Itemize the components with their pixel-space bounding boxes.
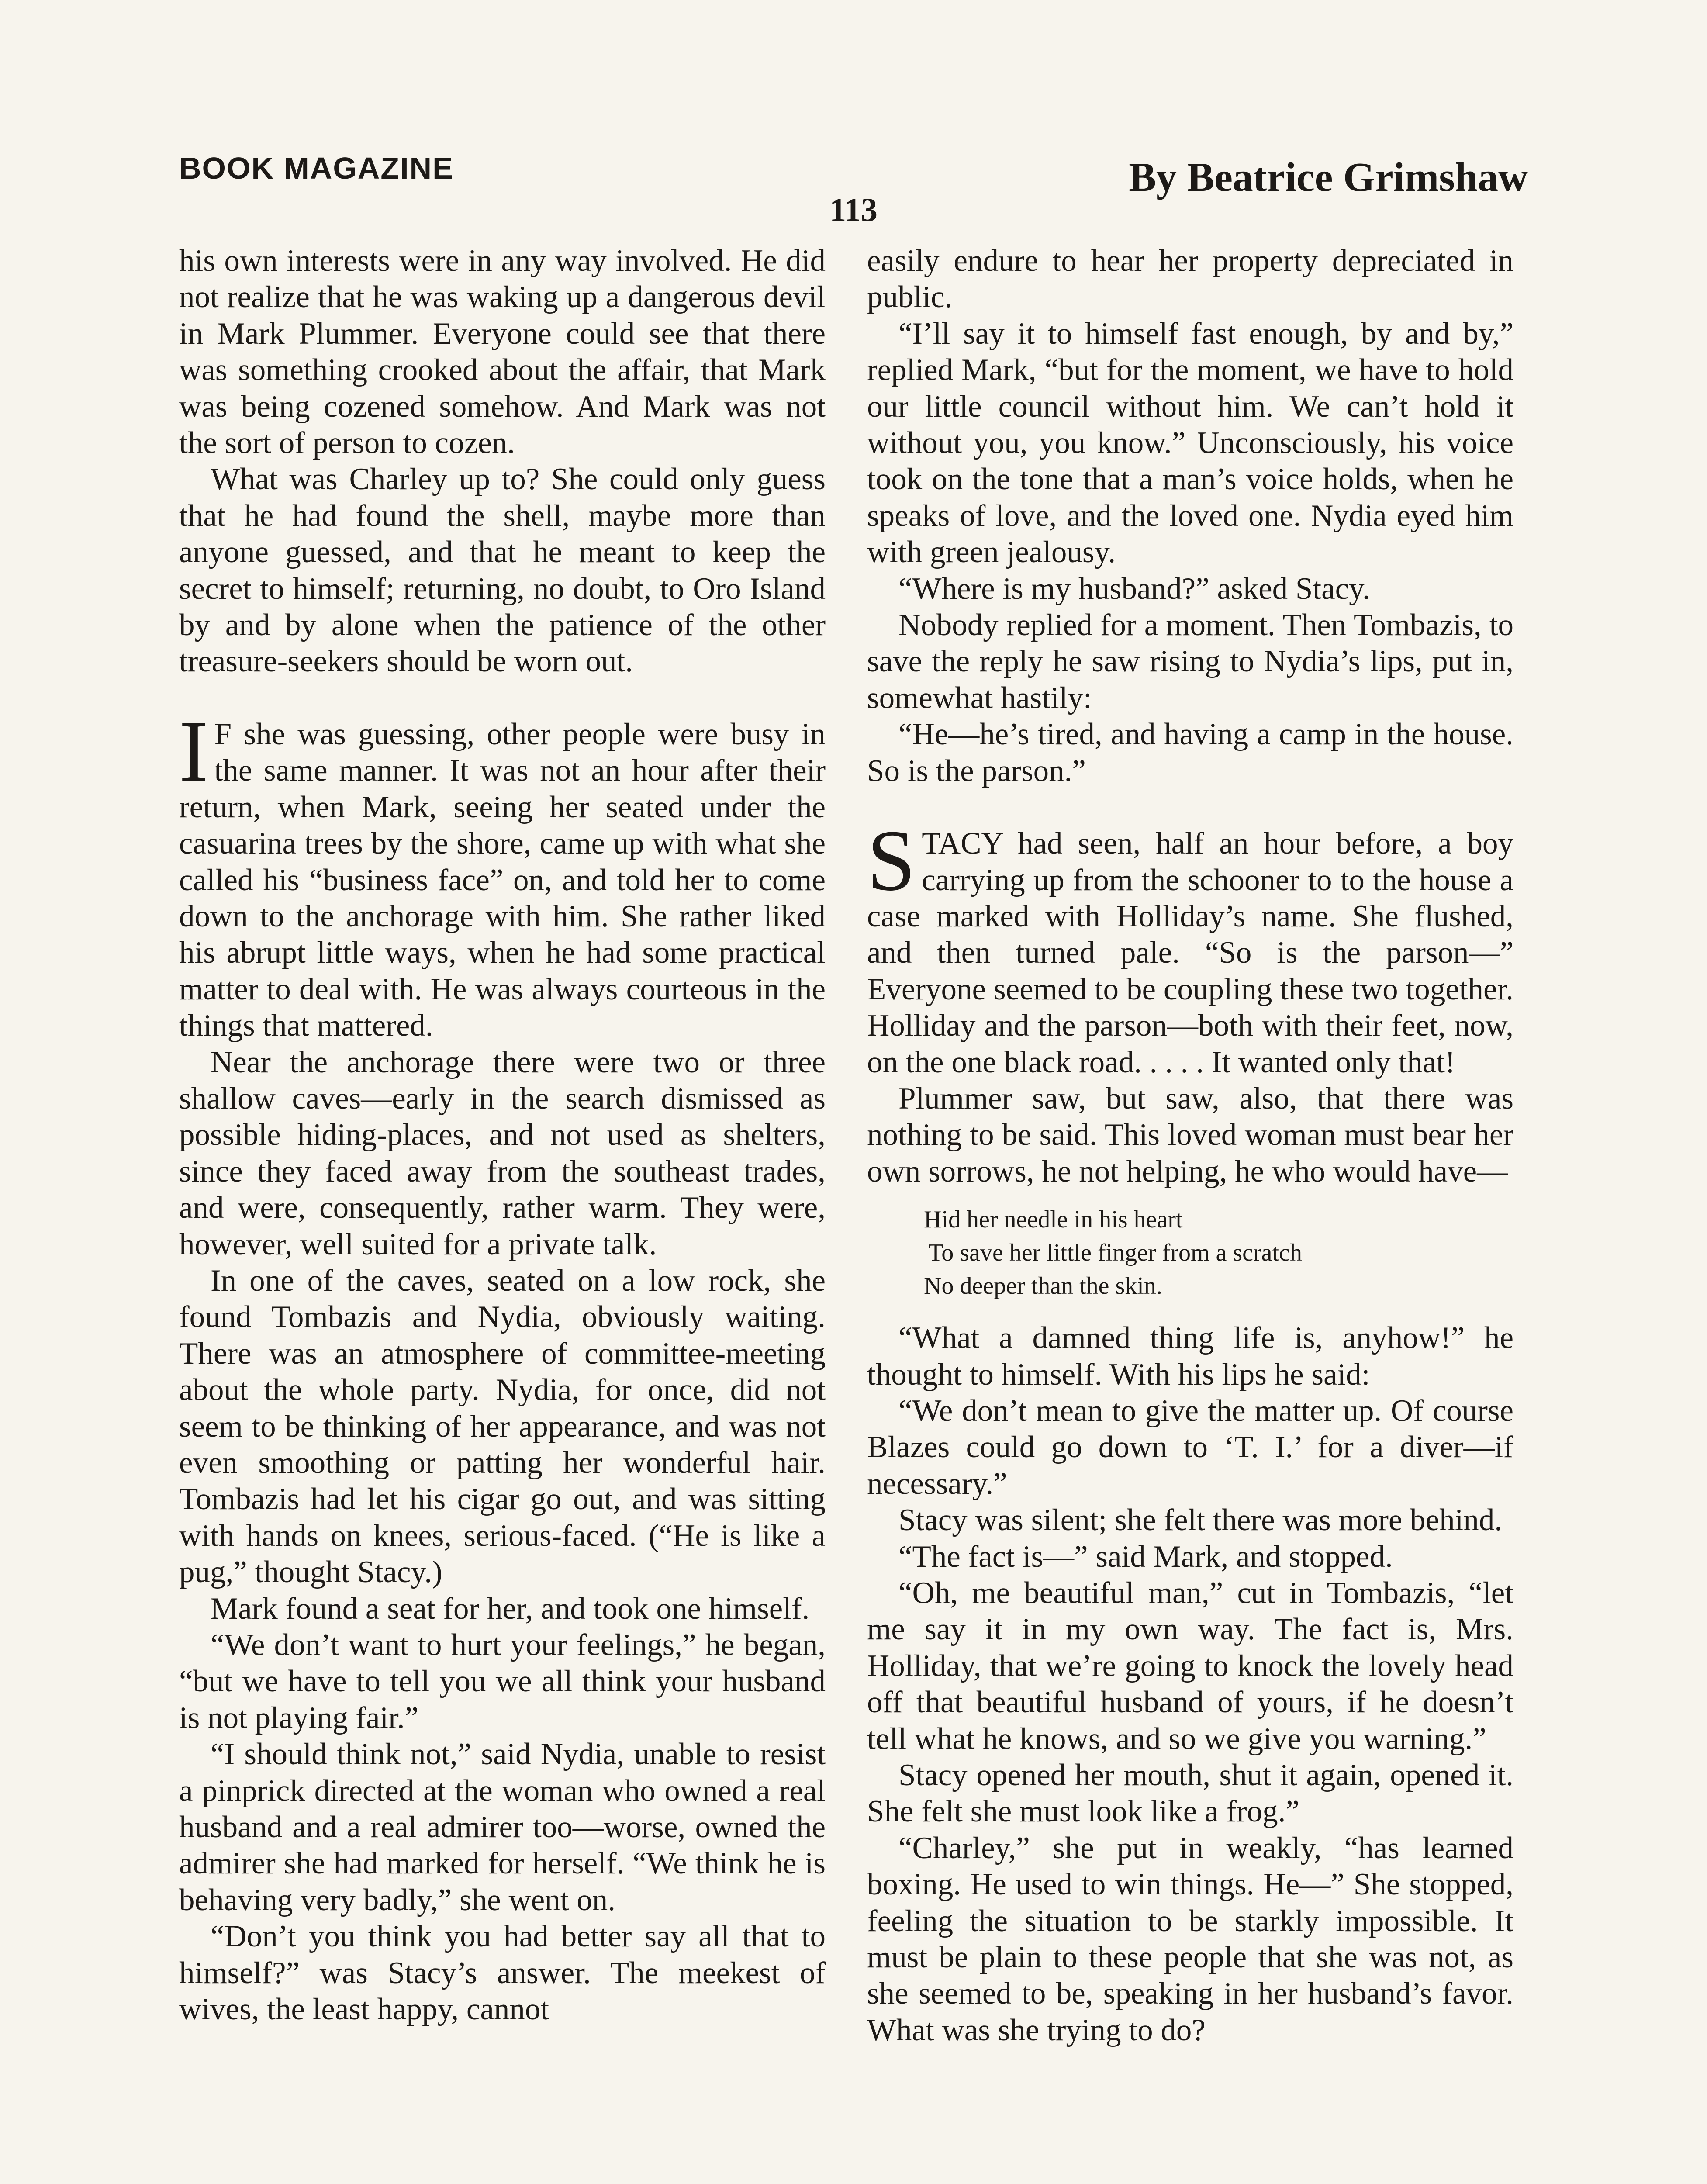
paragraph: “Where is my husband?” asked Stacy. (898, 571, 1370, 606)
verse-line: To save her little finger from a scratch (928, 1239, 1302, 1267)
verse-line: Hid her needle in his heart (924, 1206, 1183, 1234)
paragraph: “I’ll say it to himself fast enough, by and by,” replied Mark, “but for the moment, we have to hold our little council without him. We can’t hold it without you, you know.” Unconsciously, his voice took on the tone that a man’s voice holds, when he speaks of love, and the loved one. Nydia eyed him with green jealousy. (867, 316, 1513, 570)
section-opening-paragraph: IF she was guessing, other people were busy in the same manner. It was not an hour after their return, when Mark, seeing her seated under the casuarina trees by the shore, came up with what she called his “business face” on, and told her to come down to the anchorage with him. She rather liked his abrupt little ways, when he had some practical matter to deal with. He was always courteous in the things that mattered. (179, 703, 826, 1043)
paragraph: What was Charley up to? She could only guess that he had found the shell, maybe more than anyone guessed, and that he meant to keep the secret to himself; returning, no doubt, to Oro Island by and by alone when the patience of the other treasure-seekers should be worn out. (179, 462, 826, 679)
paragraph: “What a damned thing life is, anyhow!” he thought to himself. With his lips he said: (867, 1321, 1513, 1392)
paragraph: Mark found a seat for her, and took one himself. (211, 1591, 810, 1626)
paragraph: “We don’t mean to give the matter up. Of course Blazes could go down to ‘T. I.’ for a diver—if necessary.” (867, 1393, 1513, 1501)
section-opening-paragraph: STACY had seen, half an hour before, a boy carrying up from the schooner to to the house a case marked with Holliday’s name. She flushed, and then turned pale. “So is the parson—” Everyone seemed to be coupling these two together. Holliday and the parson—both with their feet, now, on the one black road. . . . . It wanted only that! (867, 812, 1513, 1079)
paragraph: “We don’t want to hurt your feelings,” he began, “but we have to tell you we all think your husband is not playing fair.” (179, 1628, 826, 1735)
running-header-author: By Beatrice Grimshaw (1129, 155, 1528, 200)
page-number: 113 (829, 192, 878, 228)
paragraph: “Charley,” she put in weakly, “has learned boxing. He used to win things. He—” She stopped, feeling the situation to be starkly impossible. It must be plain to these people that she was not, as she seemed to be, speaking in her husband’s favor. What was she trying to do? (867, 1831, 1513, 2047)
paragraph: easily endure to hear her property depreciated in public. (867, 244, 1513, 314)
left-column (179, 243, 826, 2028)
paragraph: “Don’t you think you had better say all that to himself?” was Stacy’s answer. The meekest of wives, the least happy, cannot (179, 1919, 826, 2027)
paragraph: Near the anchorage there were two or three shallow caves—early in the search dismissed as possible hiding-places, and not used as shelters, since they faced away from the southeast trades, and were, consequently, rather warm. They were, however, well suited for a private talk. (179, 1045, 826, 1261)
verse-quotation (924, 1203, 1513, 1303)
running-header-magazine: BOOK MAGAZINE (179, 151, 454, 185)
paragraph: In one of the caves, seated on a low rock, she found Tombazis and Nydia, obviously waiting. There was an atmosphere of committee-meeting about the whole party. Nydia, for once, did not seem to be thinking of her appearance, and was not even smoothing or patting her wonderful hair. Tombazis had let his cigar go out, and was sitting with hands on knees, serious-faced. (“He is like a pug,” thought Stacy.) (179, 1263, 826, 1590)
paragraph: Stacy was silent; she felt there was more behind. (898, 1503, 1503, 1538)
right-column (867, 243, 1513, 2049)
paragraph: “I should think not,” said Nydia, unable to resist a pinprick directed at the woman who owned a real husband and a real admirer too—worse, owned the admirer she had marked for herself. “We think he is behaving very badly,” she went on. (179, 1737, 826, 1917)
paragraph: his own interests were in any way involved. He did not realize that he was waking up a dangerous devil in Mark Plummer. Everyone could see that there was something crooked about the affair, that Mark was being cozened somehow. And Mark was not the sort of person to cozen. (179, 244, 826, 460)
verse-line: No deeper than the skin. (924, 1272, 1162, 1300)
paragraph: Stacy opened her mouth, shut it again, opened it. She felt she must look like a frog.” (867, 1758, 1513, 1829)
paragraph: “The fact is—” said Mark, and stopped. (898, 1539, 1393, 1574)
paragraph: “Oh, me beautiful man,” cut in Tombazis, “let me say it in my own way. The fact is, Mrs. Holliday, that we’re going to knock the lovely head off that beautiful husband of yours, if he doesn’t tell what he knows, and so we give you warning.” (867, 1576, 1513, 1756)
paragraph: “He—he’s tired, and having a camp in the house. So is the parson.” (867, 717, 1513, 788)
paragraph: Nobody replied for a moment. Then Tombazis, to save the reply he saw rising to Nydia’s lips, put in, somewhat hastily: (867, 608, 1513, 715)
paragraph: Plummer saw, but saw, also, that there was nothing to be said. This loved woman must bear her own sorrows, he not helping, he who would have— (867, 1081, 1513, 1189)
